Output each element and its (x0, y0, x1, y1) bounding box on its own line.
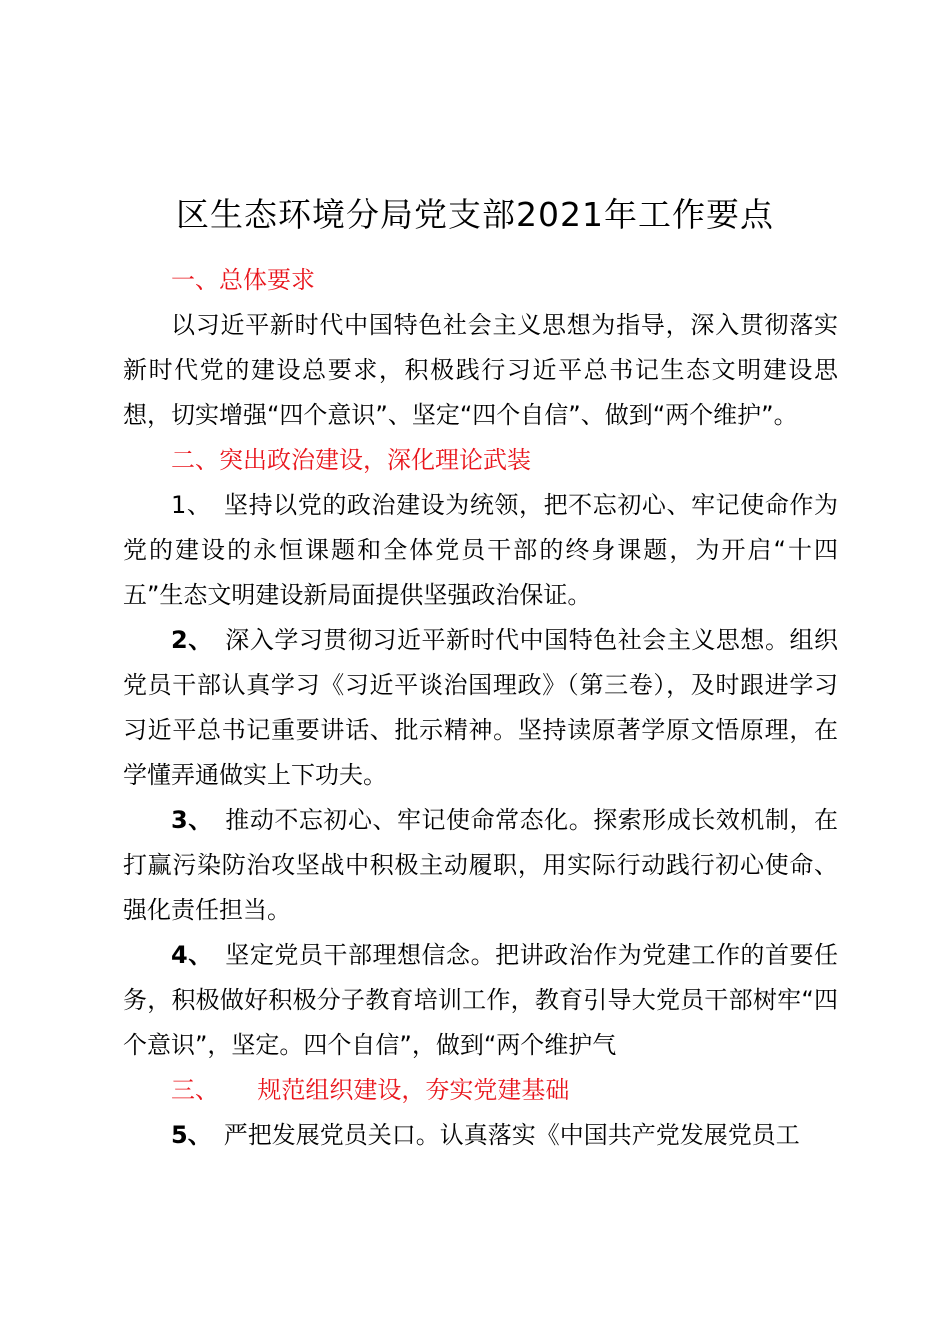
item-number-2: 2、 (171, 626, 213, 654)
item-number-1: 1、 (171, 491, 212, 519)
section-heading-3-number: 三、 (171, 1076, 219, 1104)
item-text-1: 坚持以党的政治建设为统领，把不忘初心、牢记使命作为党的建设的永恒课题和全体党员干部的终身课题，为开启“十四五”生态文明建设新局面提供坚强政治保证。 (123, 491, 838, 609)
item-paragraph-3 (123, 798, 838, 933)
section-heading-3 (123, 1068, 838, 1113)
section-heading-3-text: 规范组织建设，夯实党建基础 (257, 1076, 570, 1104)
section-heading-1: 一、总体要求 (171, 266, 315, 294)
item-text-3: 推动不忘初心、牢记使命常态化。探索形成长效机制，在打赢污染防治攻坚战中积极主动履职，用实际行动践行初心使命、强化责任担当。 (123, 806, 839, 924)
item-paragraph-2 (123, 618, 838, 798)
section-heading-2: 二、突出政治建设，深化理论武装 (171, 446, 531, 474)
item-number-5: 5、 (171, 1121, 212, 1149)
item-paragraph-5 (123, 1113, 838, 1158)
item-text-2: 深入学习贯彻习近平新时代中国特色社会主义思想。组织党员干部认真学习《习近平谈治国理政》（第三卷），及时跟进学习习近平总书记重要讲话、批示精神。坚持读原著学原文悟原理，在学懂弄通做实上下功夫。 (123, 626, 839, 789)
item-paragraph-4 (123, 933, 838, 1068)
item-text-4: 坚定党员干部理想信念。把讲政治作为党建工作的首要任务，积极做好积极分子教育培训工作，教育引导大党员干部树牢“四个意识”，坚定。四个自信”，做到“两个维护气 (123, 941, 839, 1059)
document-title: 区生态环境分局党支部2021年工作要点 (176, 195, 774, 234)
item-text-5: 严把发展党员关口。认真落实《中国共产党发展党员工 (223, 1121, 800, 1149)
item-paragraph-1 (123, 483, 838, 618)
overview-paragraph: 以习近平新时代中国特色社会主义思想为指导，深入贯彻落实新时代党的建设总要求，积极践行习近平总书记生态文明建设思想，切实增强“四个意识”、坚定“四个自信”、做到“两个维护”。 (123, 311, 838, 429)
item-number-4: 4、 (171, 941, 213, 969)
document-body (123, 258, 838, 1158)
item-number-3: 3、 (171, 806, 213, 834)
